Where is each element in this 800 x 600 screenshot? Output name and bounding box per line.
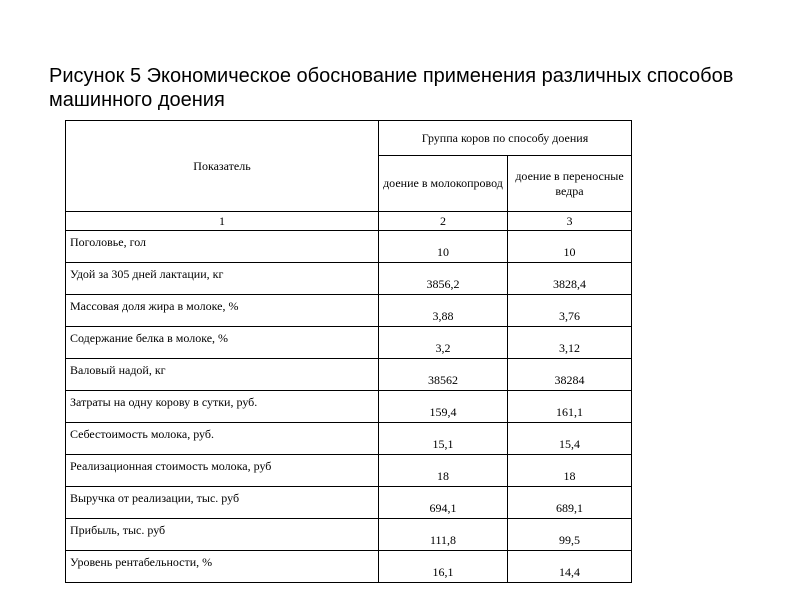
- column-number: 2: [379, 212, 508, 231]
- row-label: Реализационная стоимость молока, руб: [66, 455, 379, 487]
- table-row: [66, 263, 632, 295]
- value-pipeline: 3,88: [379, 295, 508, 327]
- value-pipeline: 694,1: [379, 487, 508, 519]
- value-pipeline: 18: [379, 455, 508, 487]
- header-col-buckets: доение в переносные ведра: [508, 156, 632, 212]
- value-pipeline: 15,1: [379, 423, 508, 455]
- row-label: Валовый надой, кг: [66, 359, 379, 391]
- row-label: Выручка от реализации, тыс. руб: [66, 487, 379, 519]
- row-label: Поголовье, гол: [66, 231, 379, 263]
- row-label: Уровень рентабельности, %: [66, 551, 379, 583]
- column-number-row: [66, 212, 632, 231]
- value-pipeline: 38562: [379, 359, 508, 391]
- table-row: [66, 487, 632, 519]
- value-pipeline: 3,2: [379, 327, 508, 359]
- economics-table: [65, 120, 632, 583]
- table-row: [66, 551, 632, 583]
- header-group: Группа коров по способу доения: [379, 121, 632, 156]
- table-row: [66, 231, 632, 263]
- row-label: Массовая доля жира в молоке, %: [66, 295, 379, 327]
- row-label: Содержание белка в молоке, %: [66, 327, 379, 359]
- value-buckets: 38284: [508, 359, 632, 391]
- row-label: Затраты на одну корову в сутки, руб.: [66, 391, 379, 423]
- table-row: [66, 519, 632, 551]
- row-label: Себестоимость молока, руб.: [66, 423, 379, 455]
- value-buckets: 3,76: [508, 295, 632, 327]
- row-label: Удой за 305 дней лактации, кг: [66, 263, 379, 295]
- value-buckets: 18: [508, 455, 632, 487]
- value-pipeline: 16,1: [379, 551, 508, 583]
- value-pipeline: 111,8: [379, 519, 508, 551]
- table-row: [66, 295, 632, 327]
- value-buckets: 10: [508, 231, 632, 263]
- value-pipeline: 159,4: [379, 391, 508, 423]
- row-label: Прибыль, тыс. руб: [66, 519, 379, 551]
- table-row: [66, 455, 632, 487]
- value-pipeline: 10: [379, 231, 508, 263]
- table-row: [66, 359, 632, 391]
- header-col-pipeline: доение в молокопровод: [379, 156, 508, 212]
- header-indicator: Показатель: [66, 121, 379, 212]
- page-title: Рисунок 5 Экономическое обоснование применения различных способов машинного доения: [49, 65, 734, 111]
- value-buckets: 3828,4: [508, 263, 632, 295]
- value-buckets: 14,4: [508, 551, 632, 583]
- value-buckets: 689,1: [508, 487, 632, 519]
- column-number: 1: [66, 212, 379, 231]
- table-row: [66, 391, 632, 423]
- table-body: [66, 121, 632, 583]
- value-buckets: 99,5: [508, 519, 632, 551]
- table-row: [66, 327, 632, 359]
- column-number: 3: [508, 212, 632, 231]
- value-buckets: 3,12: [508, 327, 632, 359]
- value-buckets: 161,1: [508, 391, 632, 423]
- value-pipeline: 3856,2: [379, 263, 508, 295]
- table-header-row: [66, 121, 632, 156]
- value-buckets: 15,4: [508, 423, 632, 455]
- table-row: [66, 423, 632, 455]
